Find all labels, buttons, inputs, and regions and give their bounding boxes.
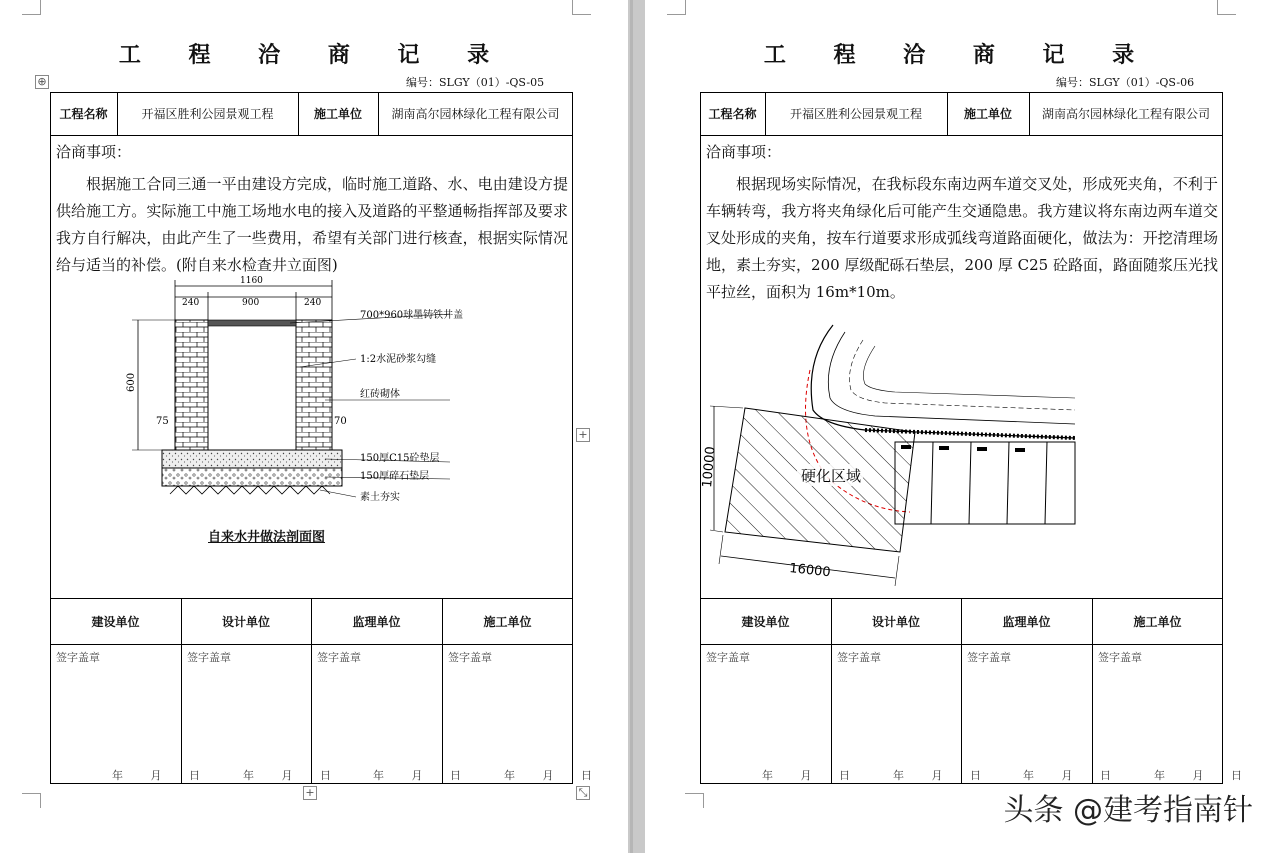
sign-stamp-text: 签字盖章 bbox=[317, 651, 361, 664]
matters-label: 洽商事项： bbox=[706, 143, 782, 161]
sign-date: 年 月 日 bbox=[1023, 769, 1123, 782]
sign-stamp-text: 签字盖章 bbox=[837, 651, 881, 664]
document-page-left bbox=[0, 0, 628, 853]
sign-stamp-text: 签字盖章 bbox=[56, 651, 100, 664]
label-brick: 红砖砌体 bbox=[360, 389, 400, 400]
sign-header-contractor: 施工单位 bbox=[1133, 614, 1182, 629]
dim-right: 240 bbox=[304, 298, 322, 308]
contractor-value: 湖南高尔园林绿化工程有限公司 bbox=[1041, 107, 1210, 121]
site-plan-drawing bbox=[700, 320, 1085, 588]
well-section-drawing bbox=[120, 272, 480, 552]
add-column-button[interactable]: + bbox=[576, 428, 590, 442]
sign-header-owner: 建设单位 bbox=[91, 614, 140, 629]
document-number: 编号：SLGY（01）-QS-05 bbox=[406, 76, 545, 89]
sign-stamp-text: 签字盖章 bbox=[187, 651, 231, 664]
label-soil: 素土夯实 bbox=[360, 492, 400, 503]
table-move-handle[interactable]: ⊕ bbox=[35, 75, 49, 89]
crop-mark bbox=[667, 0, 686, 15]
sign-header-design: 设计单位 bbox=[871, 614, 920, 629]
sign-stamp-text: 签字盖章 bbox=[967, 651, 1011, 664]
label-cover: 700*960球墨铸铁井盖 bbox=[360, 310, 464, 321]
matters-body: 根据施工合同三通一平由建设方完成，临时施工道路、水、电由建设方提供给施工方。实际施工中施工场地水电的接入及道路的平整通畅指挥部及要求我方自行解决，由此产生了一些费用，希望有关部门进行核查，根据实际情况给与适当的补偿。(附自来水检查井立面图) bbox=[56, 175, 568, 274]
project-name-value: 开福区胜利公园景观工程 bbox=[789, 107, 922, 121]
crop-mark bbox=[685, 793, 704, 808]
dim-total: 1160 bbox=[240, 276, 263, 286]
sign-stamp-text: 签字盖章 bbox=[1098, 651, 1142, 664]
dim-left: 240 bbox=[182, 298, 200, 308]
page-title: 工 程 洽 商 记 录 bbox=[763, 42, 1155, 68]
sign-stamp-text: 签字盖章 bbox=[448, 651, 492, 664]
watermark: 头条 @建考指南针 bbox=[1003, 793, 1253, 828]
table-resize-handle[interactable]: ⤡ bbox=[576, 786, 590, 800]
sign-date: 年 月 日 bbox=[112, 769, 212, 782]
page-title: 工 程 洽 商 记 录 bbox=[118, 42, 510, 68]
crop-mark bbox=[572, 0, 591, 15]
dim-height: 600 bbox=[126, 372, 137, 392]
dim-width: 16000 bbox=[788, 561, 832, 581]
project-name-label: 工程名称 bbox=[59, 107, 108, 121]
dim-mid: 900 bbox=[242, 298, 260, 308]
contractor-label: 施工单位 bbox=[313, 107, 362, 121]
sign-date: 年 月 日 bbox=[1154, 769, 1254, 782]
crop-mark bbox=[1217, 0, 1236, 15]
sign-date: 年 月 日 bbox=[243, 769, 343, 782]
label-mortar: 1:2水泥砂浆勾缝 bbox=[360, 354, 437, 365]
area-label: 硬化区域 bbox=[801, 467, 862, 485]
project-name-value: 开福区胜利公园景观工程 bbox=[141, 107, 274, 121]
label-concrete: 150厚C15砼垫层 bbox=[360, 453, 440, 464]
page-gap bbox=[628, 0, 645, 853]
sign-header-owner: 建设单位 bbox=[741, 614, 790, 629]
project-name-label: 工程名称 bbox=[708, 107, 757, 121]
sign-header-design: 设计单位 bbox=[221, 614, 270, 629]
figure-caption: 自来水井做法剖面图 bbox=[208, 530, 326, 545]
sign-header-supervisor: 监理单位 bbox=[352, 614, 401, 629]
add-row-button[interactable]: + bbox=[303, 786, 317, 800]
dim-70: 70 bbox=[334, 416, 347, 427]
sign-date: 年 月 日 bbox=[504, 769, 604, 782]
document-page-right bbox=[645, 0, 1273, 853]
document-number: 编号：SLGY（01）-QS-06 bbox=[1056, 76, 1195, 89]
sign-date: 年 月 日 bbox=[373, 769, 473, 782]
contractor-value: 湖南高尔园林绿化工程有限公司 bbox=[391, 107, 560, 121]
sign-stamp-text: 签字盖章 bbox=[706, 651, 750, 664]
crop-mark bbox=[22, 0, 41, 15]
dim-height: 10000 bbox=[700, 445, 719, 489]
sign-header-supervisor: 监理单位 bbox=[1002, 614, 1051, 629]
sign-header-contractor: 施工单位 bbox=[483, 614, 532, 629]
matters-body: 根据现场实际情况，在我标段东南边两车道交叉处，形成死夹角，不利于车辆转弯，我方将夹角绿化后可能产生交通隐患。我方建议将东南边两车道交叉处形成的夹角，按车行道要求形成弧线弯道路面硬化，做法为：开挖清理场地，素土夯实，200 厚级配砾石垫层，200 厚 C25 砼路面，路面随浆压光找平拉丝，面积为 16m*10m。 bbox=[706, 175, 1218, 301]
dim-75: 75 bbox=[156, 416, 169, 427]
matters-label: 洽商事项： bbox=[56, 143, 132, 161]
contractor-label: 施工单位 bbox=[963, 107, 1012, 121]
sign-date: 年 月 日 bbox=[893, 769, 993, 782]
sign-date: 年 月 日 bbox=[762, 769, 862, 782]
crop-mark bbox=[22, 793, 41, 808]
label-gravel: 150厚碎石垫层 bbox=[360, 471, 430, 482]
